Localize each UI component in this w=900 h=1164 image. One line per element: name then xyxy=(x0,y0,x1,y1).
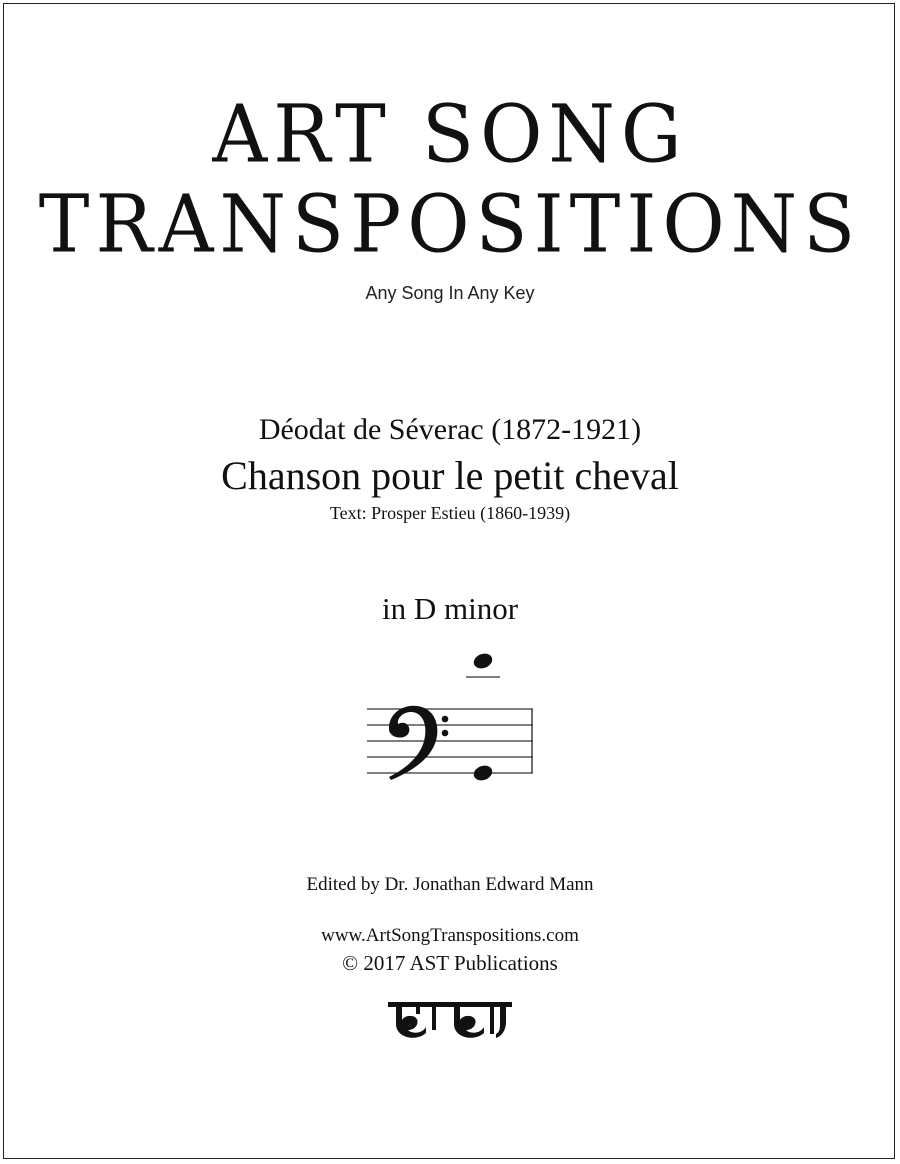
composer-name: Déodat de Séverac (1872-1921) xyxy=(258,413,642,446)
bass-clef-icon xyxy=(389,706,448,780)
low-note-a2 xyxy=(472,763,495,783)
website-url[interactable]: www.ArtSongTranspositions.com xyxy=(321,925,579,946)
brand-tagline: Any Song In Any Key xyxy=(365,283,535,303)
high-note-d4 xyxy=(472,651,495,671)
publisher-logo-icon xyxy=(386,1000,516,1044)
editor-credit: Edited by Dr. Jonathan Edward Mann xyxy=(306,874,594,895)
key-label: in D minor xyxy=(381,591,519,626)
lyricist-credit: Text: Prosper Estieu (1860-1939) xyxy=(329,503,571,523)
copyright-notice: © 2017 AST Publications xyxy=(342,951,558,975)
brand-title-line-1: ART SONG xyxy=(212,86,688,181)
vocal-range-staff xyxy=(365,640,540,790)
song-title: Chanson pour le petit cheval xyxy=(221,453,679,498)
brand-title-line-2: TRANSPOSITIONS xyxy=(38,176,862,271)
